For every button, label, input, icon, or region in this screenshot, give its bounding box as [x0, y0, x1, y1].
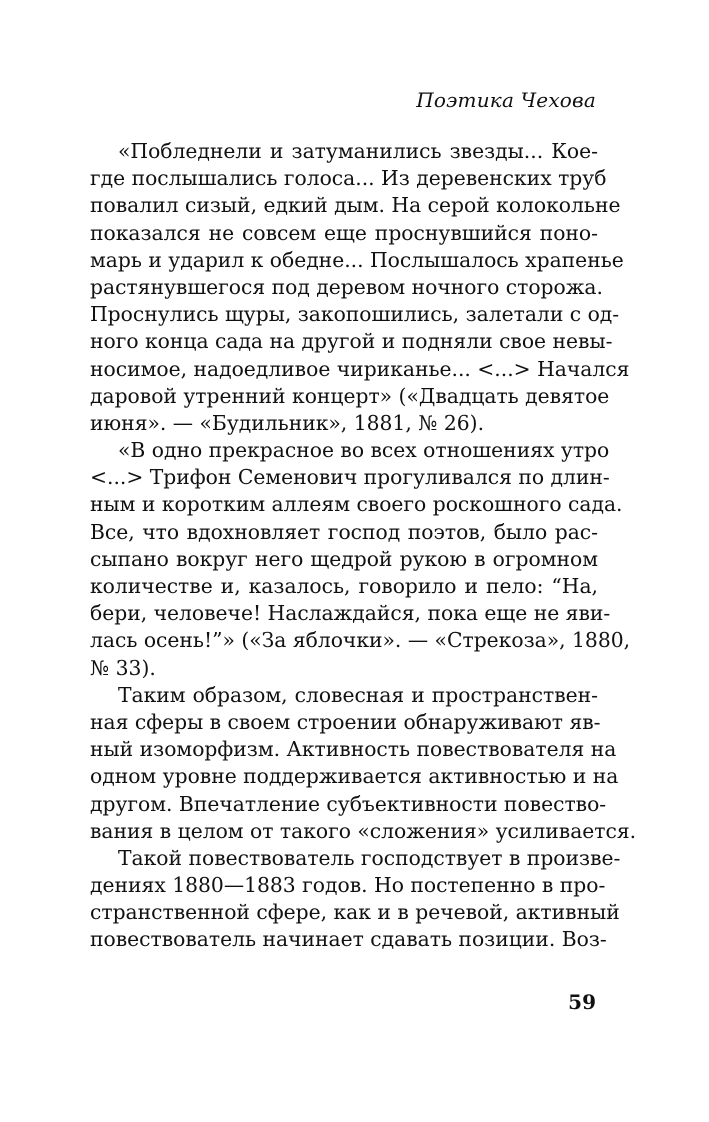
text-line: Проснулись щуры, закопошились, залетали с од- [90, 302, 620, 327]
text-line: повествователь начинает сдавать позиции. Воз- [90, 927, 607, 952]
text-line: даровой утренний концерт» («Двадцать девятое [90, 383, 610, 408]
text-line: странственной сфере, как и в речевой, активный [90, 900, 620, 925]
body-text [90, 138, 637, 954]
text-line: «Побледнели и затуманились звезды... Кое- [118, 139, 598, 163]
text-line: где послышались голоса... Из деревенских труб [90, 166, 607, 191]
text-line: лась осень!”» («За яблочки». — «Стрекоза», 1880, [90, 628, 631, 653]
text-line: Такой повествователь господствует в произве- [118, 845, 621, 870]
paragraph-analysis-2 [90, 845, 621, 954]
text-line: марь и ударил к обедне... Послышалось храпенье [90, 247, 624, 272]
text-line: июня». — «Будильник», 1881, № 26). [90, 410, 485, 435]
paragraph-analysis-1 [90, 682, 637, 845]
text-line: ная сферы в своем строении обнаруживают яв- [90, 709, 601, 734]
text-line: показался не совсем еще проснувшийся поно- [90, 220, 598, 245]
text-line: «В одно прекрасное во всех отношениях утро [118, 438, 610, 463]
text-line: повалил сизый, едкий дым. На серой колокольне [90, 193, 621, 218]
text-line: вания в целом от такого «сложения» усиливается. [90, 818, 637, 843]
text-line: дениях 1880—1883 годов. Но постепенно в про- [90, 873, 606, 898]
text-line: одном уровне поддерживается активностью и на [90, 764, 619, 789]
text-line: № 33). [90, 655, 156, 680]
text-line: сыпано вокруг него щедрой рукою в огромном [90, 546, 598, 571]
text-line: ный изоморфизм. Активность повествователя на [90, 737, 617, 762]
text-line: растянувшегося под деревом ночного сторожа. [90, 274, 603, 299]
text-line: Таким образом, словесная и пространствен- [118, 682, 598, 707]
paragraph-quote-2 [90, 437, 631, 682]
text-line: бери, человече! Наслаждайся, пока еще не яви- [90, 601, 611, 626]
text-line: носимое, надоедливое чириканье... <...> Начался [90, 356, 630, 381]
paragraph-quote-1 [90, 138, 630, 437]
page-number: 59 [568, 990, 596, 1014]
text-line: Все, что вдохновляет господ поэтов, было рас- [90, 519, 598, 544]
running-head: Поэтика Чехова [416, 88, 596, 112]
text-line: <...> Трифон Семенович прогуливался по длин- [90, 465, 610, 490]
text-line: ного конца сада на другой и подняли свое невы- [90, 329, 613, 354]
text-line: количестве и, казалось, говорило и пело: “На, [90, 574, 598, 598]
text-line: другом. Впечатление субъективности повество- [90, 791, 607, 816]
text-line: ным и коротким аллеям своего роскошного сада. [90, 492, 623, 517]
